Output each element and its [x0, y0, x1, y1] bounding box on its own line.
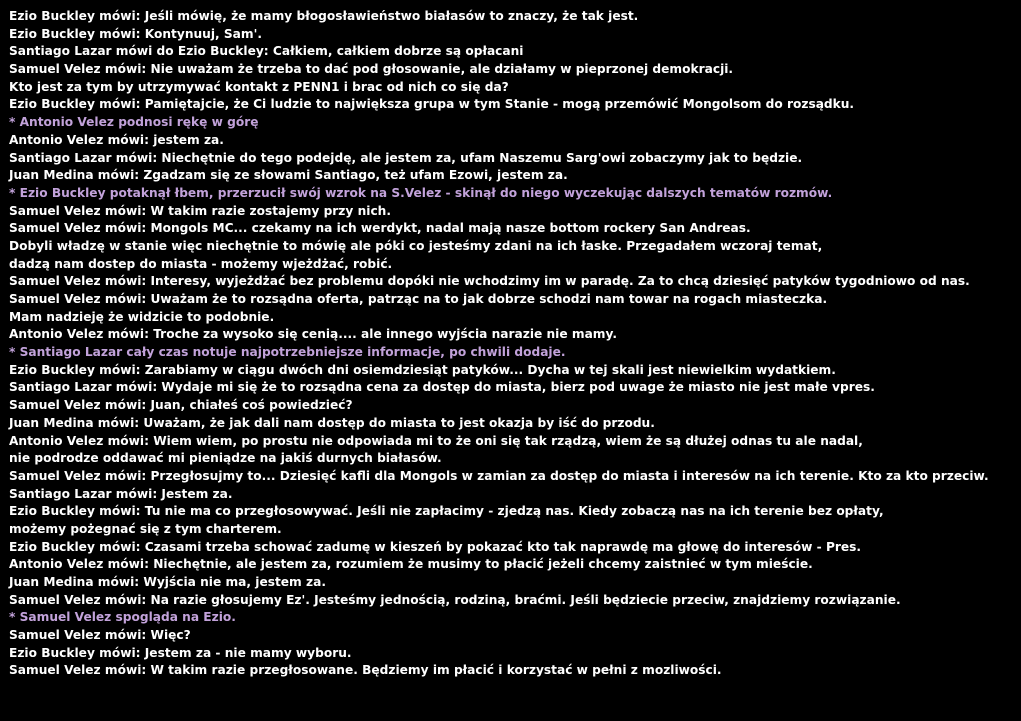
chat-message-line: Ezio Buckley mówi: Kontynuuj, Sam'.: [9, 26, 262, 41]
chat-message-line: Santiago Lazar mówi: Wydaje mi się że to rozsądna cena za dostęp do miasta, bierz pod uwage że miasto nie jest małe vpres.: [9, 380, 875, 395]
chat-message-line: Ezio Buckley mówi: Tu nie ma co przegłosowywać. Jeśli nie zapłacimy - zjedzą nas. Kiedy zobaczą nas na ich terenie bez opłaty,: [9, 504, 884, 519]
chat-message-line: Juan Medina mówi: Wyjścia nie ma, jestem za.: [9, 575, 326, 589]
chat-message-line: Samuel Velez mówi: Uważam że to rozsądna oferta, patrząc na to jak dobrze schodzi nam towar na rogach miasteczka.: [9, 292, 828, 306]
chat-message-line: Santiago Lazar mówi: Niechętnie do tego podejdę, ale jestem za, ufam Naszemu Sarg'owi zobaczymy jak to będzie.: [9, 150, 803, 165]
chat-message-line: Ezio Buckley mówi: Jeśli mówię, że mamy błogosławieństwo białasów to znaczy, że tak jest.: [9, 9, 639, 23]
chat-message-line: Samuel Velez mówi: Więc?: [9, 628, 191, 643]
chat-message-line: Antonio Velez mówi: Troche za wysoko się cenią.... ale innego wyjścia narazie nie mamy.: [9, 327, 617, 342]
chat-action-line: * Samuel Velez spogląda na Ezio.: [9, 610, 236, 625]
chat-message-line: Ezio Buckley mówi: Zarabiamy w ciągu dwóch dni osiemdziesiąt patyków... Dycha w tej skali jest niewielkim wydatkiem.: [9, 362, 836, 377]
chat-action-line: * Antonio Velez podnosi rękę w górę: [9, 115, 259, 130]
chat-message-line: Santiago Lazar mówi: Jestem za.: [9, 486, 233, 501]
chat-message-line: możemy pożegnać się z tym charterem.: [9, 521, 282, 536]
chat-message-line: Samuel Velez mówi: Na razie głosujemy Ez'. Jesteśmy jednością, rodziną, braćmi. Jeśli będziecie przeciw, znajdziemy rozwiązanie.: [9, 592, 901, 607]
chat-message-line: Samuel Velez mówi: Nie uważam że trzeba to dać pod głosowanie, ale działamy w pieprzonej demokracji.: [9, 62, 734, 77]
chat-message-line: Ezio Buckley mówi: Czasami trzeba schować zadumę w kieszeń by pokazać kto tak naprawdę ma głowę do interesów - Pres.: [9, 539, 862, 554]
chat-message-line: Samuel Velez mówi: Interesy, wyjeżdżać bez problemu dopóki nie wchodzimy im w paradę. Za to chcą dziesięć patyków tygodniowo od nas.: [9, 274, 970, 289]
chat-message-line: Samuel Velez mówi: Mongols MC... czekamy na ich werdykt, nadal mają nasze bottom rockery San Andreas.: [9, 221, 751, 236]
chat-message-line: Kto jest za tym by utrzymywać kontakt z PENN1 i brac od nich co się da?: [9, 79, 509, 94]
chat-message-line: Antonio Velez mówi: Niechętnie, ale jestem za, rozumiem że musimy to płacić jeżeli chcemy zaistnieć w tym mieście.: [9, 557, 813, 572]
chat-message-line: Ezio Buckley mówi: Pamiętajcie, że Ci ludzie to największa grupa w tym Stanie - mogą przemówić Mongolsom do rozsądku.: [9, 97, 855, 112]
chat-message-line: Juan Medina mówi: Zgadzam się ze słowami Santiago, też ufam Ezowi, jestem za.: [9, 168, 568, 183]
chat-message-line: Antonio Velez mówi: jestem za.: [9, 132, 224, 147]
chat-message-line: Samuel Velez mówi: W takim razie zostajemy przy nich.: [9, 203, 391, 218]
chat-message-line: Samuel Velez mówi: W takim razie przegłosowane. Będziemy im płacić i korzystać w pełni z mozliwości.: [9, 663, 722, 678]
chat-message-line: Juan Medina mówi: Uważam, że jak dali nam dostęp do miasta to jest okazja by iść do przodu.: [9, 415, 655, 430]
chat-message-line: dadzą nam dostep do miasta - możemy wjeżdżać, robić.: [9, 256, 393, 271]
chat-message-line: Mam nadzieję że widzicie to podobnie.: [9, 309, 275, 324]
chat-message-line: Samuel Velez mówi: Przegłosujmy to... Dziesięć kafli dla Mongols w zamian za dostęp do miasta i interesów na ich terenie. Kto za kto przeciw.: [9, 468, 989, 483]
chat-message-line: Samuel Velez mówi: Juan, chiałeś coś powiedzieć?: [9, 398, 353, 413]
chat-message-line: Ezio Buckley mówi: Jestem za - nie mamy wyboru.: [9, 645, 352, 660]
chat-message-line: nie podrodze oddawać mi pieniądze na jakiś durnych białasów.: [9, 451, 442, 466]
chat-message-line: Dobyli władzę w stanie więc niechętnie to mówię ale póki co jesteśmy zdani na ich łaske. Przegadałem wczoraj temat,: [9, 238, 823, 253]
chat-action-line: * Santiago Lazar cały czas notuje najpotrzebniejsze informacje, po chwili dodaje.: [9, 345, 566, 360]
chat-message-line: Santiago Lazar mówi do Ezio Buckley: Całkiem, całkiem dobrze są opłacani: [9, 44, 524, 59]
chat-action-line: * Ezio Buckley potaknął łbem, przerzucił swój wzrok na S.Velez - skinął do niego wyczekując dalszych tematów rozmów.: [9, 185, 833, 200]
chat-log: [9, 8, 1014, 680]
chat-message-line: Antonio Velez mówi: Wiem wiem, po prostu nie odpowiada mi to że oni się tak rządzą, wiem że są dłużej odnas tu ale nadal,: [9, 433, 863, 448]
